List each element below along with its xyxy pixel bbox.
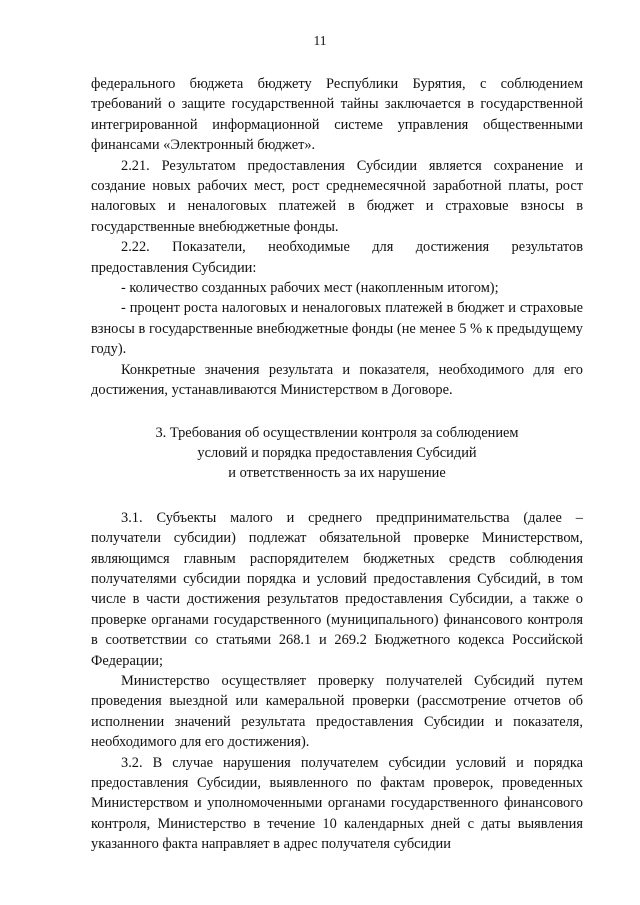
paragraph-2-22: 2.22. Показатели, необходимые для достижения результатов предоставления Субсидии: xyxy=(91,239,583,276)
paragraph-3-1: 3.1. Субъекты малого и среднего предпринимательства (далее – получатели субсидии) подлежат обязательной проверке Министерством, являющимся главным распорядителем бюджетных средств соблюдения получателями субсидии порядка и условий предоставления Субсидий, в том числе в части достижения результатов предоставления Субсидии, а также о проверке органами государственного (муниципального) финансового контроля в соответствии со статьями 268.1 и 269.2 Бюджетного кодекса Российской Федерации; xyxy=(91,509,583,669)
list-item-jobs: - количество созданных рабочих мест (накопленным итогом); xyxy=(121,280,499,297)
list-item-tax-growth: - процент роста налоговых и неналоговых платежей в бюджет и страховые взносы в государственные внебюджетные фонды (не менее 5 % к предыдущему году). xyxy=(91,300,583,358)
paragraph-continuation: федерального бюджета бюджету Республики Бурятия, с соблюдением требований о защите государственной тайны заключается в государственной интегрированной информационной системе управления общественными финансами «Электронный бюджет». xyxy=(91,76,583,154)
page-number: 11 xyxy=(313,33,327,48)
document-body xyxy=(91,74,583,855)
section-heading-3 xyxy=(91,423,583,484)
paragraph-3-2: 3.2. В случае нарушения получателем субсидии условий и порядка предоставления Субсидии, выявленного по фактам проверок, проведенных Министерством и уполномоченными органами государственного финансового контроля, Министерство в течение 10 календарных дней с даты выявления указанного факта направляет в адрес получателя субсидии xyxy=(91,754,583,853)
paragraph-2-21: 2.21. Результатом предоставления Субсидии является сохранение и создание новых рабочих мест, рост среднемесячной заработной платы, рост налоговых и неналоговых платежей в бюджет и страховые взносы в государственные внебюджетные фонды. xyxy=(91,157,583,235)
section-heading-line: условий и порядка предоставления Субсидий xyxy=(197,444,477,461)
paragraph-specific-values: Конкретные значения результата и показателя, необходимого для его достижения, устанавливаются Министерством в Договоре. xyxy=(91,361,583,399)
section-heading-line: и ответственность за их нарушение xyxy=(228,465,446,482)
section-heading-line: 3. Требования об осуществлении контроля за соблюдением xyxy=(155,424,519,441)
paragraph-ministry-check: Министерство осуществляет проверку получателей Субсидий путем проведения выездной или камеральной проверки (рассмотрение отчетов об исполнении значений результата предоставления Субсидии и показателя, необходимого для его достижения). xyxy=(91,672,583,751)
